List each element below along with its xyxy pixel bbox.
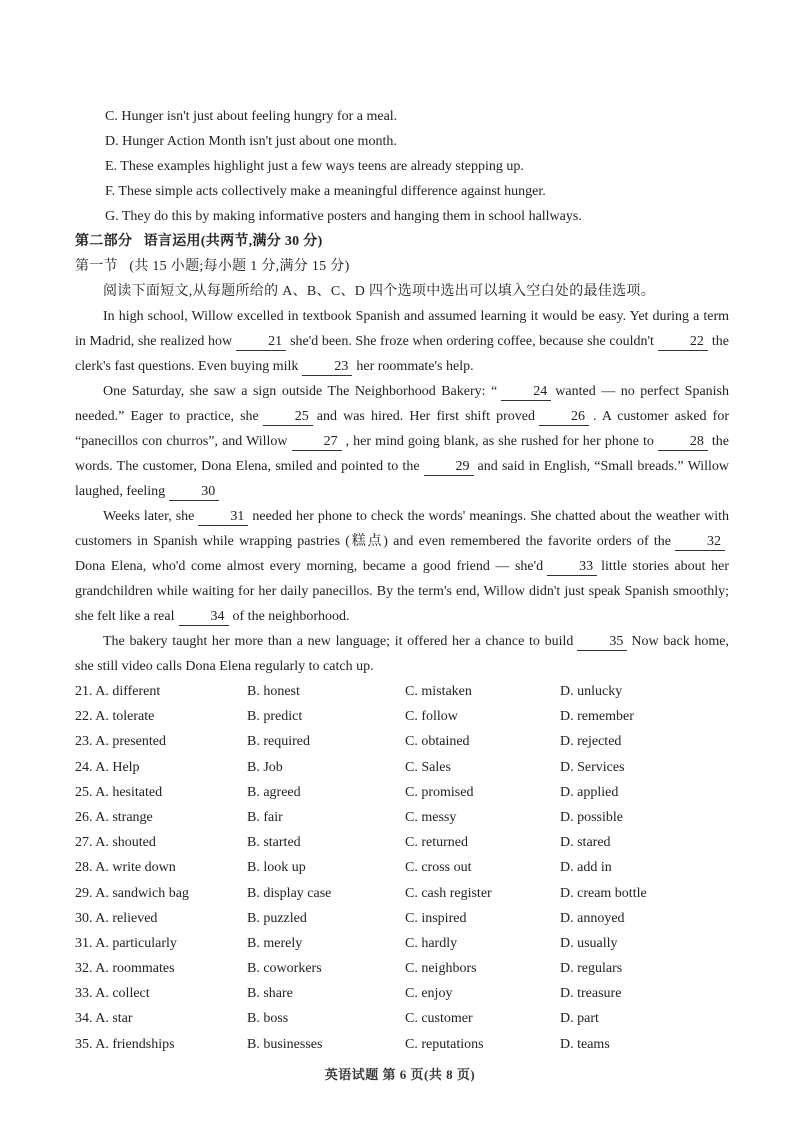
option-b: B. share <box>247 986 293 1002</box>
blank-34: 34 <box>179 609 229 626</box>
question-row-22 <box>75 704 729 729</box>
option-c: C. reputations <box>405 1036 484 1052</box>
blank-33: 33 <box>547 559 597 576</box>
option-b: B. boss <box>247 1011 289 1027</box>
option-d: D. part <box>560 1011 599 1027</box>
blank-21: 21 <box>236 334 286 351</box>
blank-31: 31 <box>198 509 248 526</box>
blank-32: 32 <box>675 534 725 551</box>
option-c: C. cash register <box>405 885 492 901</box>
passage-text: Dona Elena, who'd come almost every morning, became a good friend — she'd <box>75 559 544 574</box>
option-c: C. obtained <box>405 734 470 750</box>
passage-paragraph-3 <box>75 504 729 629</box>
blank-35: 35 <box>577 634 627 651</box>
option-d: D. regulars <box>560 961 623 977</box>
passage-text: wanted — no perfect Spanish needed.” Eager to practice, she <box>75 384 730 424</box>
blank-23: 23 <box>302 359 352 376</box>
passage-text: Now back home, she still video calls Dona Elena regularly to catch up. <box>75 634 729 674</box>
question-row-31 <box>75 931 729 956</box>
blank-28: 28 <box>658 434 708 451</box>
part2-title: 第二部分 <box>75 234 133 249</box>
option-d: D. unlucky <box>560 684 623 699</box>
option-b: B. Job <box>247 759 283 775</box>
question-row-34 <box>75 1006 729 1031</box>
passage-paragraph-1 <box>75 304 729 379</box>
part2-heading <box>75 229 729 254</box>
question-options-table <box>75 679 729 1057</box>
option-b: B. required <box>247 734 310 750</box>
passage-text: . A customer asked for “panecillos con churros”, and Willow <box>75 409 729 449</box>
option-d: D. Hunger Action Month isn't just about one month. <box>105 134 397 149</box>
option-c: C. messy <box>405 809 457 825</box>
option-c: C. mistaken <box>405 684 472 699</box>
question-row-35 <box>75 1032 729 1057</box>
option-d: D. annoyed <box>560 910 625 926</box>
blank-26: 26 <box>539 409 589 426</box>
previous-options-list <box>75 104 729 229</box>
question-row-28 <box>75 855 729 880</box>
option-a: 28. A. write down <box>75 860 176 876</box>
passage-paragraph-4 <box>75 629 729 679</box>
option-d: D. add in <box>560 860 612 876</box>
passage-text: , her mind going blank, as she rushed for her phone to <box>345 434 654 449</box>
passage-text: needed her phone to check the words' meanings. She chatted about the weather with customers in Spanish while wrapping pastries (糕点) and even remembered the favorite orders of the <box>75 509 729 549</box>
option-d: D. possible <box>560 809 623 825</box>
option-b: B. display case <box>247 885 332 901</box>
option-c: C. inspired <box>405 910 467 926</box>
passage-text: In high school, Willow excelled in textbook Spanish and assumed learning it would be easy. Yet during a term in Madrid, she realized how <box>75 309 729 349</box>
question-row-21 <box>75 679 729 704</box>
blank-25: 25 <box>263 409 313 426</box>
passage-text: Weeks later, she <box>103 509 195 524</box>
option-c: C. customer <box>405 1011 473 1027</box>
passage-text: her roommate's help. <box>356 359 474 374</box>
option-b: B. fair <box>247 809 283 825</box>
passage-text: little stories about her grandchildren while waiting for her daily panecillos. By the term's end, Willow didn't just speak Spanish smoothly; she felt like a real <box>75 559 729 624</box>
option-a: 29. A. sandwich bag <box>75 885 189 901</box>
section1-instruction: 阅读下面短文,从每题所给的 A、B、C、D 四个选项中选出可以填入空白处的最佳选项。 <box>103 284 655 299</box>
option-b: B. look up <box>247 860 306 876</box>
option-c: C. Hunger isn't just about feeling hungry for a meal. <box>105 109 398 124</box>
option-b: B. coworkers <box>247 961 322 977</box>
option-a: 27. A. shouted <box>75 835 156 851</box>
option-b: B. predict <box>247 709 303 725</box>
option-a: 24. A. Help <box>75 759 140 775</box>
section1-subtitle: (共 15 小题;每小题 1 分,满分 15 分) <box>129 259 350 274</box>
passage-text: she'd been. She froze when ordering coffee, because she couldn't <box>290 334 654 349</box>
option-c: C. returned <box>405 835 468 851</box>
blank-29: 29 <box>424 459 474 476</box>
passage-text: One Saturday, she saw a sign outside The Neighborhood Bakery: “ <box>103 384 498 399</box>
option-c: C. promised <box>405 784 474 800</box>
option-b: B. agreed <box>247 784 301 800</box>
question-row-29 <box>75 881 729 906</box>
question-row-30 <box>75 906 729 931</box>
section1-title: 第一节 <box>75 259 118 274</box>
option-d: D. rejected <box>560 734 622 750</box>
option-b: B. businesses <box>247 1036 323 1052</box>
exam-page <box>75 104 729 1057</box>
blank-30: 30 <box>169 484 219 501</box>
option-d: D. treasure <box>560 986 622 1002</box>
blank-24: 24 <box>501 384 551 401</box>
page-footer: 英语试题 第 6 页(共 8 页) <box>324 1067 476 1082</box>
option-a: 25. A. hesitated <box>75 784 163 800</box>
option-b: B. merely <box>247 935 303 951</box>
question-row-26 <box>75 805 729 830</box>
option-d: D. cream bottle <box>560 885 647 901</box>
option-a: 34. A. star <box>75 1011 133 1027</box>
passage-text: the clerk's fast questions. Even buying milk <box>75 334 729 374</box>
question-row-32 <box>75 956 729 981</box>
option-a: 23. A. presented <box>75 734 166 750</box>
section1-heading <box>75 254 729 279</box>
option-a: 22. A. tolerate <box>75 709 155 725</box>
option-b: B. honest <box>247 684 300 699</box>
option-a: 33. A. collect <box>75 986 150 1002</box>
option-c: C. hardly <box>405 935 458 951</box>
passage-text: and was hired. Her first shift proved <box>316 409 535 424</box>
option-c: C. Sales <box>405 759 451 775</box>
option-d: D. applied <box>560 784 619 800</box>
option-c: C. follow <box>405 709 458 725</box>
option-a: 32. A. roommates <box>75 961 175 977</box>
option-d: D. remember <box>560 709 634 725</box>
question-row-25 <box>75 780 729 805</box>
question-row-33 <box>75 981 729 1006</box>
blank-22: 22 <box>658 334 708 351</box>
question-row-27 <box>75 830 729 855</box>
option-e: E. These examples highlight just a few ways teens are already stepping up. <box>105 159 524 174</box>
option-b: B. started <box>247 835 301 851</box>
passage-text: the words. The customer, Dona Elena, smiled and pointed to the <box>75 434 730 474</box>
blank-27: 27 <box>292 434 342 451</box>
option-a: 30. A. relieved <box>75 910 158 926</box>
option-a: 31. A. particularly <box>75 935 177 951</box>
option-d: D. stared <box>560 835 611 851</box>
option-a: 35. A. friendships <box>75 1036 175 1052</box>
option-d: D. Services <box>560 759 625 775</box>
option-f: F. These simple acts collectively make a meaningful difference against hunger. <box>105 184 546 199</box>
option-g: G. They do this by making informative posters and hanging them in school hallways. <box>105 209 582 224</box>
option-d: D. usually <box>560 935 618 951</box>
option-d: D. teams <box>560 1036 610 1052</box>
option-c: C. cross out <box>405 860 472 876</box>
question-row-23 <box>75 729 729 754</box>
option-c: C. neighbors <box>405 961 477 977</box>
passage-text: and said in English, “Small breads.” Willow laughed, feeling <box>75 459 730 499</box>
passage-paragraph-2 <box>75 379 729 504</box>
passage-text: of the neighborhood. <box>232 609 350 624</box>
option-a: 26. A. strange <box>75 809 153 825</box>
question-row-24 <box>75 755 729 780</box>
part2-subtitle: 语言运用(共两节,满分 30 分) <box>143 234 323 249</box>
passage-text: The bakery taught her more than a new language; it offered her a chance to build <box>103 634 574 649</box>
option-c: C. enjoy <box>405 986 453 1002</box>
option-b: B. puzzled <box>247 910 307 926</box>
option-a: 21. A. different <box>75 684 161 699</box>
